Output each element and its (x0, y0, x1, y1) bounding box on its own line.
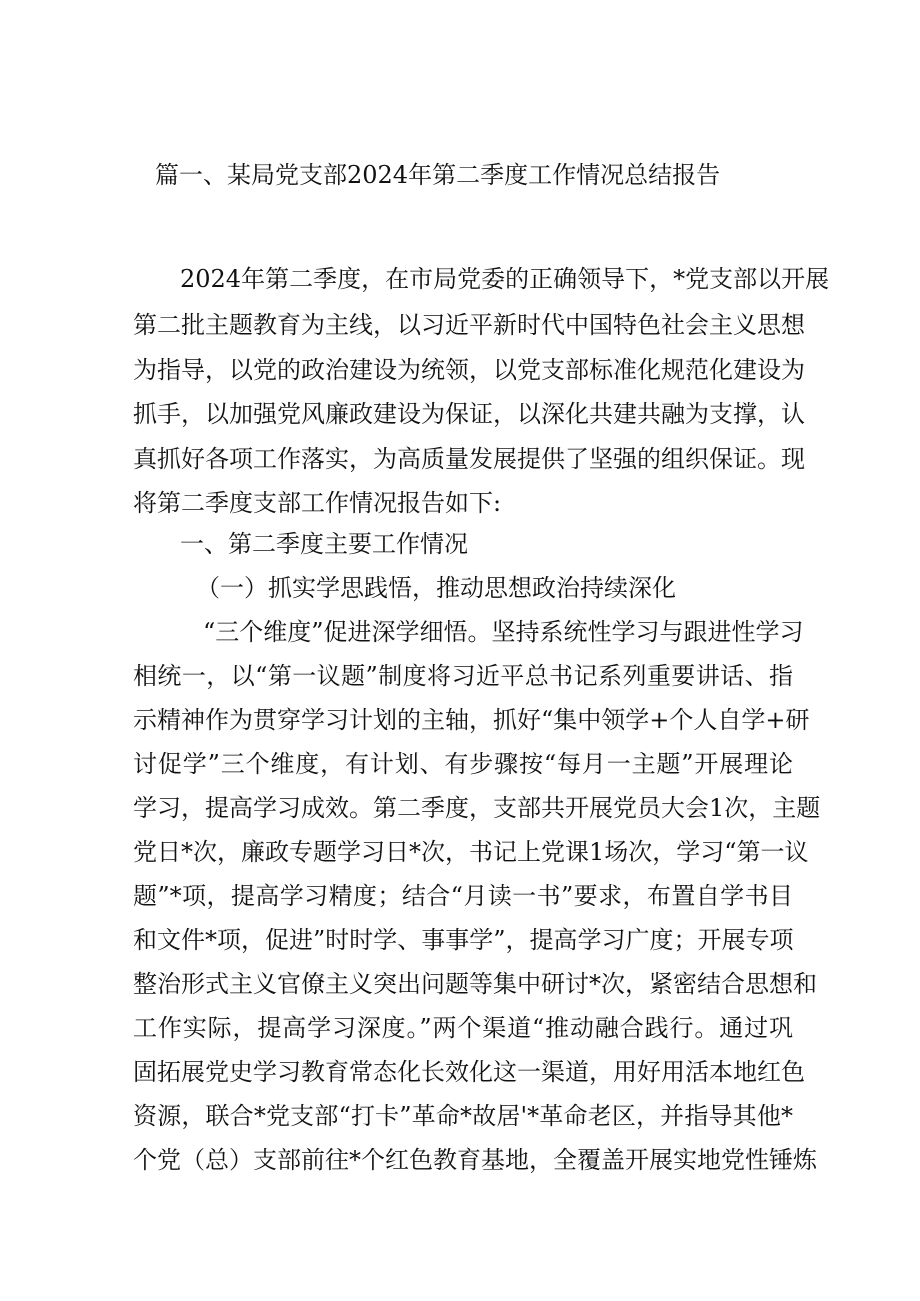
paragraph-line: 学习，提高学习成效。第二季度，支部共开展党员大会1次，主题 (133, 794, 821, 822)
document-title: 篇一、某局党支部2024年第二季度工作情况总结报告 (155, 161, 721, 189)
subsection-heading: （一）抓实学思践悟，推动思想政治持续深化 (196, 574, 676, 602)
paragraph-line: 真抓好各项工作落实，为高质量发展提供了坚强的组织保证。现 (133, 445, 805, 473)
paragraph-line: 固拓展党史学习教育常态化长效化这一渠道，用好用活本地红色 (133, 1058, 805, 1086)
paragraph-line: 资源，联合*党支部“打卡”革命*故居'*革命老区，并指导其他* (133, 1102, 793, 1130)
paragraph-line: 讨促学”三个维度，有计划、有步骤按“每月一主题”开展理论 (133, 750, 793, 778)
paragraph-line: 将第二季度支部工作情况报告如下: (133, 489, 502, 517)
paragraph-line: 为指导，以党的政治建设为统领，以党支部标准化规范化建设为 (133, 356, 805, 384)
paragraph-line: 题”*项，提高学习精度；结合“月读一书”要求，布置自学书目 (133, 882, 793, 910)
paragraph-line: 抓手，以加强党风廉政建设为保证，以深化共建共融为支撑，认 (133, 400, 805, 428)
paragraph-line: 示精神作为贯穿学习计划的主轴，抓好“集中领学+个人自学+研 (133, 706, 810, 734)
paragraph-line: 第二批主题教育为主线，以习近平新时代中国特色社会主义思想 (133, 311, 805, 339)
paragraph-line: 党日*次，廉政专题学习日*次，书记上党课1场次，学习“第一议 (133, 838, 809, 866)
paragraph-line: 个党（总）支部前往*个红色教育基地，全覆盖开展实地党性锤炼 (133, 1146, 817, 1174)
section-heading: 一、第二季度主要工作情况 (180, 530, 468, 558)
paragraph-line: 和文件*项，促进”时时学、事事学”，提高学习广度；开展专项 (133, 926, 794, 954)
paragraph-line: 工作实际，提高学习深度。”两个渠道“推动融合践行。通过巩 (133, 1014, 793, 1042)
paragraph-line: 相统一，以“第一议题”制度将习近平总书记系列重要讲话、指 (133, 662, 793, 690)
paragraph-line: 2024年第二季度，在市局党委的正确领导下，*党支部以开展 (180, 265, 830, 293)
paragraph-line: 整治形式主义官僚主义突出问题等集中研讨*次，紧密结合思想和 (133, 970, 817, 998)
paragraph-line: “三个维度”促进深学细悟。坚持系统性学习与跟进性学习 (203, 618, 804, 646)
